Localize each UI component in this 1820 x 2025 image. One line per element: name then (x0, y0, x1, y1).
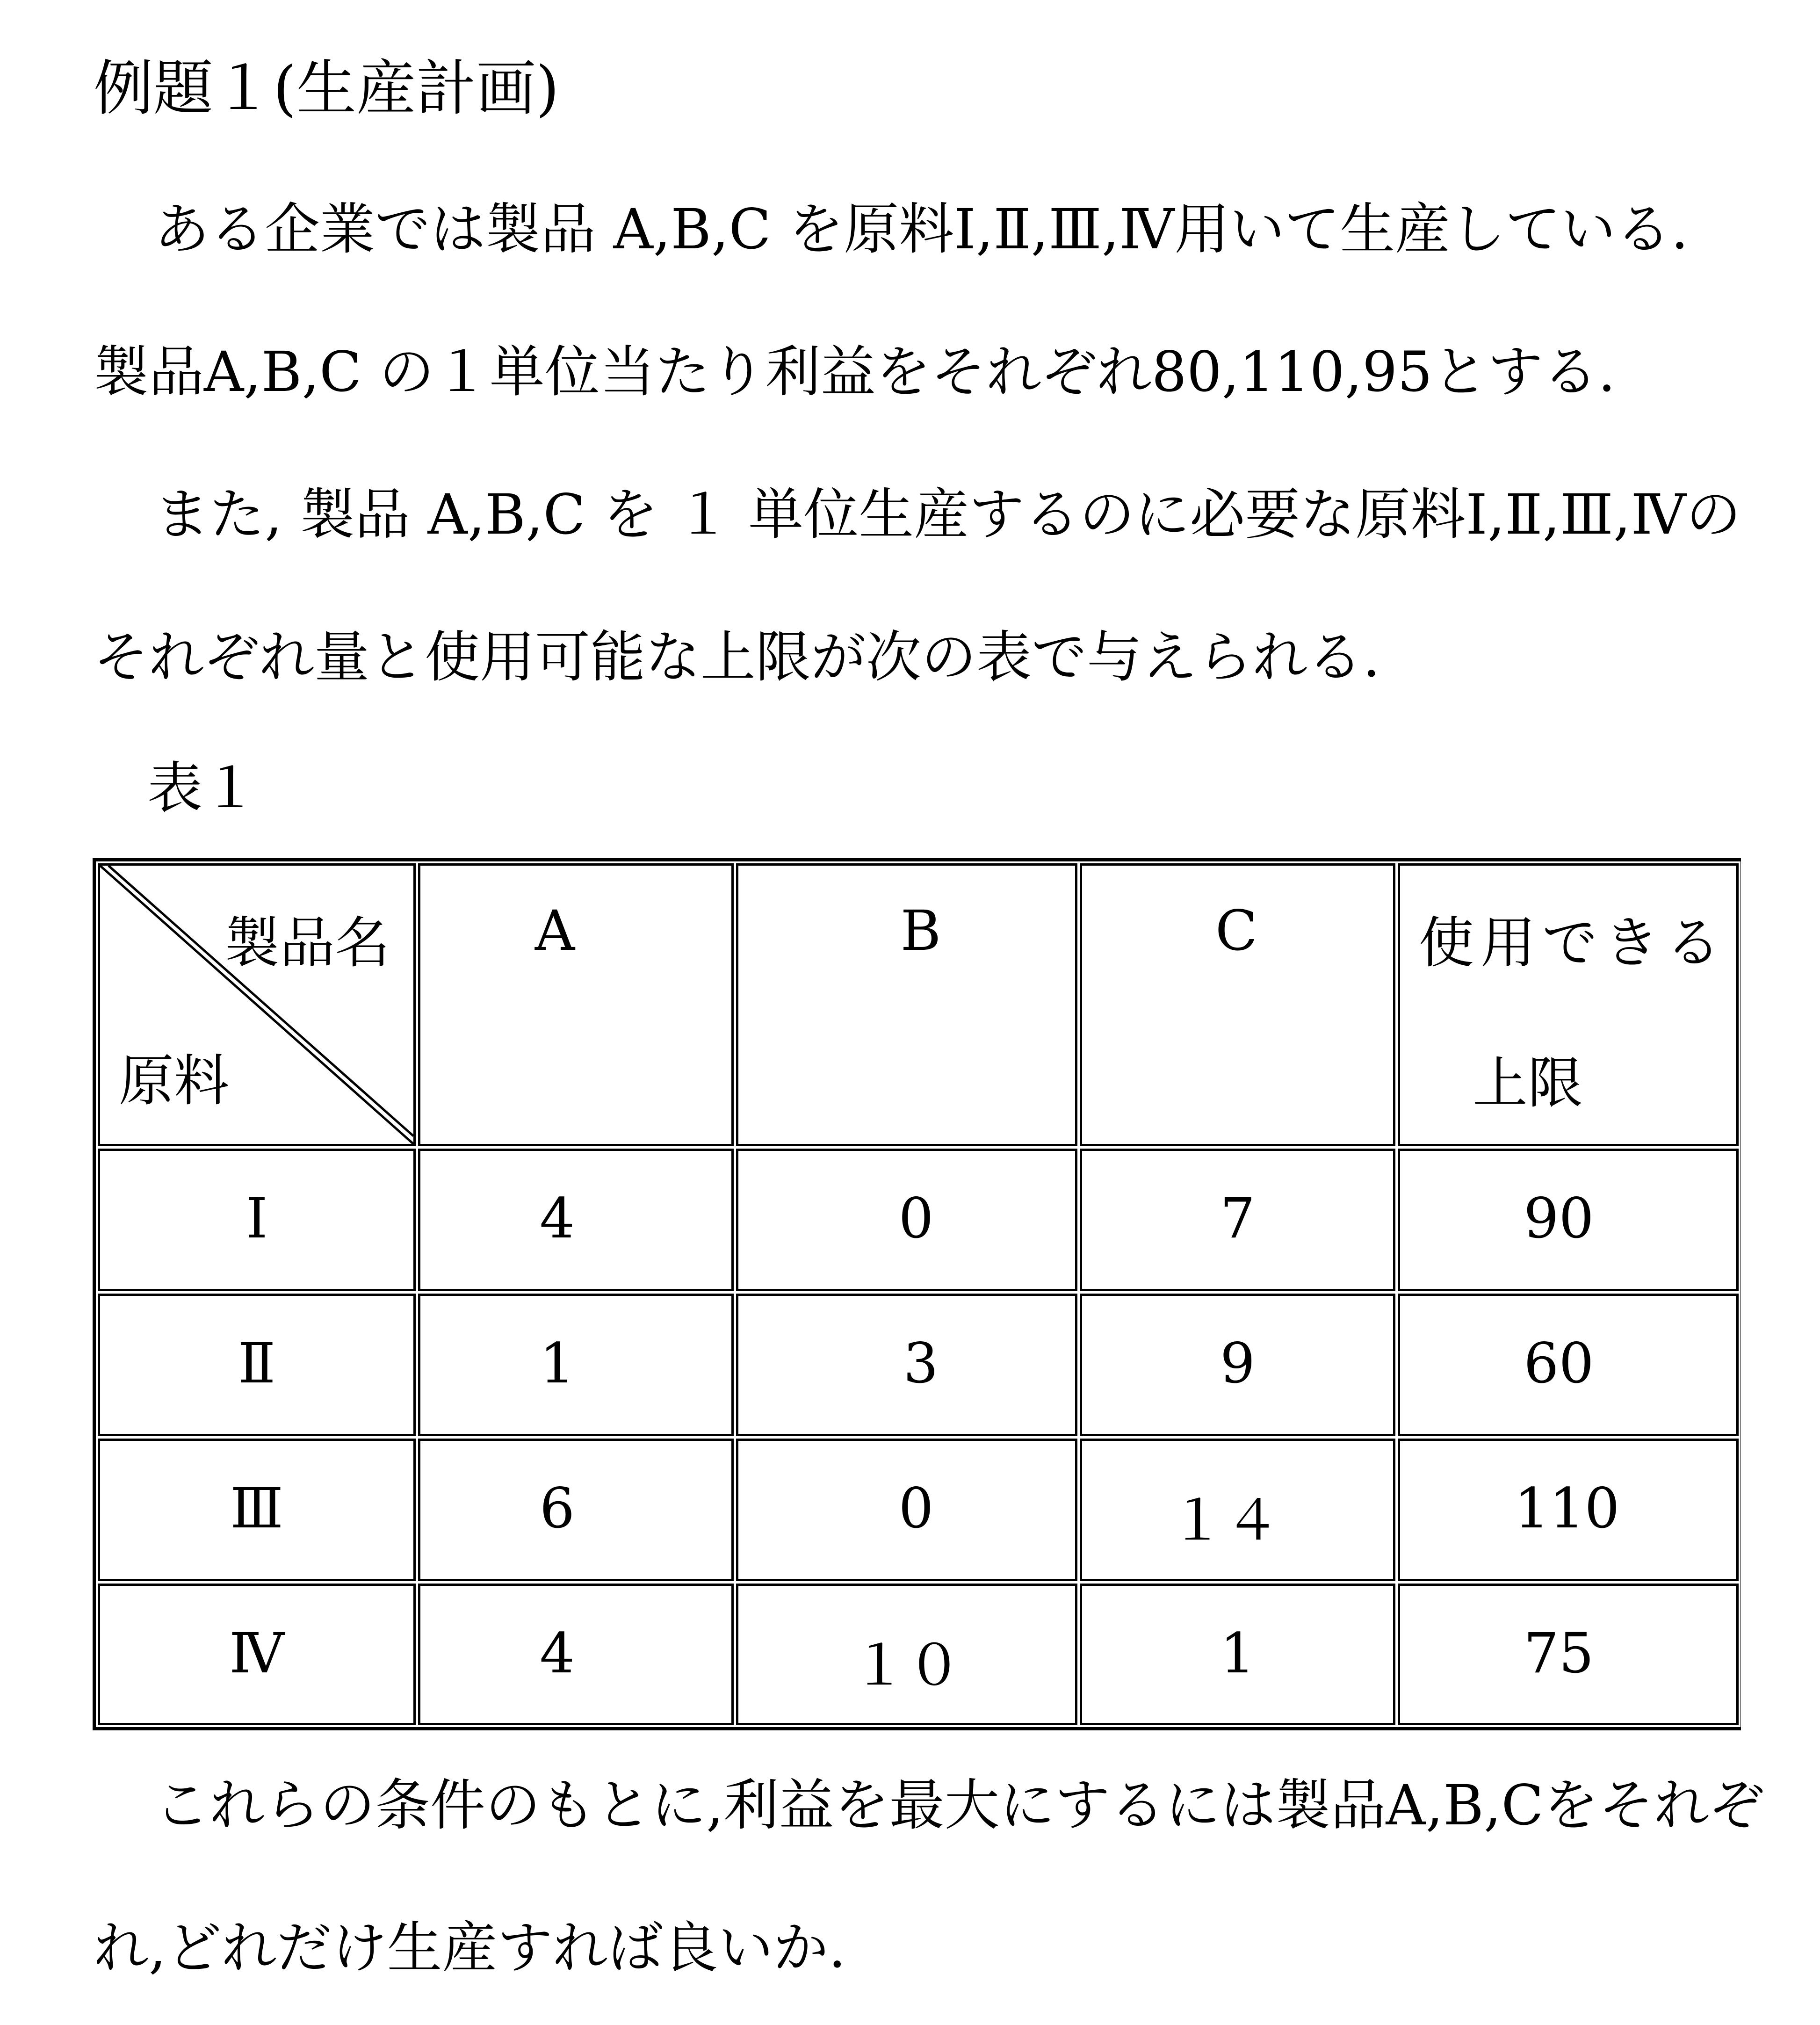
row-2-c (1080, 1294, 1395, 1436)
row-1-a-value: 4 (539, 1186, 575, 1251)
row-1-c-value: 7 (1220, 1186, 1256, 1251)
row-3-a (418, 1439, 734, 1581)
row-1-b-value: 0 (898, 1186, 934, 1251)
row-2-material (98, 1294, 416, 1436)
paragraph-1-line-2: 製品A,B,C の１単位当たり利益をそれぞれ80,110,95とする. (94, 340, 1616, 404)
row-2-limit (1398, 1294, 1739, 1436)
row-1-b (736, 1149, 1077, 1291)
row-4-limit-value: 75 (1524, 1621, 1594, 1685)
row-4-limit (1398, 1584, 1739, 1725)
row-4-a (418, 1584, 734, 1725)
row-3-limit-value: 110 (1514, 1476, 1620, 1540)
paragraph-2-line-2: それぞれ量と使用可能な上限が次の表で与えられる. (94, 625, 1380, 689)
table-caption: 表１ (147, 756, 258, 820)
paragraph-1-line-1: ある企業では製品 A,B,C を原料Ⅰ,Ⅱ,Ⅲ,Ⅳ用いて生産している. (154, 197, 1689, 261)
example-title: 例題１(生産計画) (94, 54, 559, 123)
row-2-a-value: 1 (539, 1331, 575, 1396)
row-3-c-value: １４ (1169, 1488, 1280, 1553)
row-1-c (1080, 1149, 1395, 1291)
row-2-limit-value: 60 (1524, 1331, 1594, 1396)
header-col-c-label: C (1215, 898, 1258, 963)
paragraph-3-line-1: これらの条件のもとに,利益を最大にするには製品A,B,Cをそれぞ (154, 1773, 1764, 1837)
row-4-b (736, 1584, 1077, 1725)
paragraph-2-line-1: また, 製品 A,B,C を １ 単位生産するのに必要な原料Ⅰ,Ⅱ,Ⅲ,Ⅳの (154, 482, 1741, 547)
row-4-c-value: 1 (1220, 1621, 1256, 1685)
header-col-b-label: B (900, 898, 941, 963)
row-1-limit (1398, 1149, 1739, 1291)
row-1-limit-value: 90 (1524, 1186, 1594, 1251)
header-limit-line-2: 上限 (1473, 1051, 1583, 1115)
header-limit (1398, 863, 1739, 1146)
table-body (98, 863, 1736, 1725)
row-3-b-value: 0 (898, 1476, 934, 1540)
header-corner-cell (98, 863, 416, 1146)
header-col-c (1080, 863, 1395, 1146)
row-3-material (98, 1439, 416, 1581)
row-4-material-label: Ⅳ (229, 1621, 284, 1685)
row-1-a (418, 1149, 734, 1291)
paragraph-3-line-2: れ,どれだけ生産すれば良いか. (94, 1916, 846, 1980)
row-2-material-label: Ⅱ (238, 1331, 276, 1396)
row-3-b (736, 1439, 1077, 1581)
row-3-material-label: Ⅲ (230, 1476, 283, 1540)
header-col-a-label: A (534, 898, 575, 963)
header-limit-line-1: 使用できる (1419, 911, 1728, 975)
row-2-b (736, 1294, 1077, 1436)
row-2-a (418, 1294, 734, 1436)
header-col-b (736, 863, 1077, 1146)
row-1-material (98, 1149, 416, 1291)
header-material-label: 原料 (119, 1049, 230, 1113)
row-4-c (1080, 1584, 1395, 1725)
row-1-material-label: Ⅰ (246, 1186, 268, 1251)
row-4-b-value: １０ (851, 1633, 962, 1698)
row-4-material (98, 1584, 416, 1725)
row-3-limit (1398, 1439, 1739, 1581)
row-4-a-value: 4 (539, 1621, 575, 1685)
row-2-b-value: 3 (903, 1331, 939, 1396)
row-3-a-value: 6 (539, 1476, 575, 1540)
row-2-c-value: 9 (1220, 1331, 1256, 1396)
header-col-a (418, 863, 734, 1146)
row-3-c (1080, 1439, 1395, 1581)
header-product-label: 製品名 (224, 911, 390, 975)
materials-table (93, 858, 1741, 1730)
